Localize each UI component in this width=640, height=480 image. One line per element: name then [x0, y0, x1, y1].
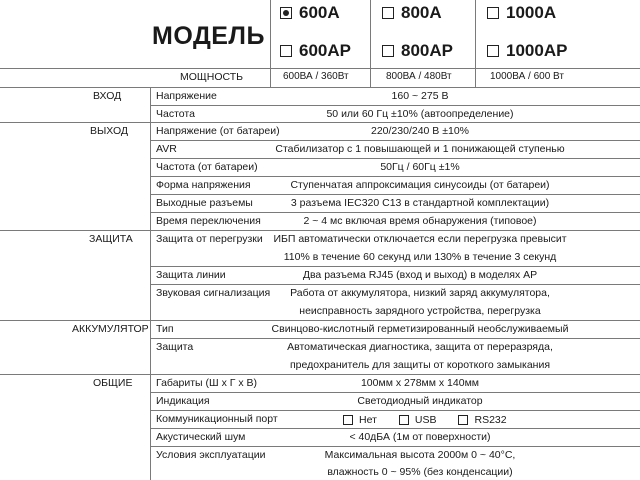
row-value-outlets: 3 разъема IEC320 C13 в стандартной комплектации) — [290, 197, 550, 209]
row-label-transfer-time: Время переключения — [156, 215, 261, 227]
comm-port-label: Нет — [359, 414, 377, 426]
row-label-indication: Индикация — [156, 395, 210, 407]
comm-port-label: USB — [414, 414, 437, 426]
row-label-overload: Защита от перегрузки — [156, 233, 263, 245]
model-option-label: 800AP — [401, 41, 453, 60]
checkbox-icon[interactable] — [343, 415, 353, 425]
checkbox-icon[interactable] — [458, 415, 468, 425]
model-option-label: 600A — [299, 3, 340, 22]
checkbox-icon[interactable] — [487, 45, 499, 57]
comm-port-options — [343, 414, 529, 426]
divider — [150, 338, 640, 339]
divider — [150, 266, 640, 267]
row-label-avr: AVR — [156, 143, 177, 155]
row-value-conditions-2: влажность 0 ~ 95% (без конденсации) — [327, 466, 513, 478]
divider — [150, 176, 640, 177]
row-value-frequency: 50 или 60 Гц ±10% (автоопределение) — [326, 108, 514, 120]
divider — [370, 0, 371, 87]
comm-port-none[interactable] — [343, 414, 377, 426]
row-value-battery-voltage: 220/230/240 В ±10% — [370, 125, 469, 137]
row-value-alarm-2: неисправность зарядного устройства, перегрузка — [299, 305, 541, 317]
row-label-alarm: Звуковая сигнализация — [156, 287, 271, 299]
power-value-800: 800ВА / 480Вт — [386, 71, 452, 82]
row-label-noise: Акустический шум — [156, 431, 246, 443]
checkbox-icon[interactable] — [280, 7, 292, 19]
row-value-voltage: 160 ~ 275 В — [391, 90, 449, 102]
divider — [150, 446, 640, 447]
checkbox-icon[interactable] — [382, 7, 394, 19]
divider — [150, 140, 640, 141]
divider — [0, 68, 640, 69]
row-value-avr: Стабилизатор с 1 повышающей и 1 понижающей ступенью — [275, 143, 565, 155]
model-option-label: 1000A — [506, 3, 557, 22]
divider — [150, 158, 640, 159]
row-label-voltage: Напряжение — [156, 90, 217, 102]
checkbox-icon[interactable] — [280, 45, 292, 57]
row-value-battery-frequency: 50Гц / 60Гц ±1% — [380, 161, 460, 173]
divider — [150, 410, 640, 411]
power-value-1000: 1000ВА / 600 Вт — [490, 71, 564, 82]
row-value-battery-type: Свинцово-кислотный герметизированный необслуживаемый — [271, 323, 569, 335]
divider — [0, 87, 640, 88]
model-option-label: 1000AP — [506, 41, 568, 60]
row-value-battery-protection-1: Автоматическая диагностика, защита от переразряда, — [287, 341, 553, 353]
divider — [475, 0, 476, 87]
model-option-600ap[interactable] — [280, 42, 351, 59]
row-value-overload-1: ИБП автоматически отключается если перегрузка превысит — [273, 233, 567, 245]
row-value-transfer-time: 2 ~ 4 мс включая время обнаружения (типовое) — [303, 215, 537, 227]
section-input: ВХОД — [93, 90, 122, 102]
row-value-indication: Светодиодный индикатор — [357, 395, 483, 407]
section-battery: АККУМУЛЯТОР — [72, 323, 149, 335]
row-value-battery-protection-2: предохранитель для защиты от короткого замыкания — [289, 359, 551, 371]
divider — [0, 320, 640, 321]
row-label-battery-protection: Защита — [156, 341, 194, 353]
section-general: ОБЩИЕ — [93, 377, 133, 389]
model-option-1000ap[interactable] — [487, 42, 567, 59]
row-value-noise: < 40дБА (1м от поверхности) — [349, 431, 491, 443]
row-label-dimensions: Габариты (Ш х Г х В) — [156, 377, 258, 389]
model-option-600a[interactable] — [280, 4, 340, 21]
row-label-battery-type: Тип — [156, 323, 174, 335]
model-option-800a[interactable] — [382, 4, 442, 21]
row-label-outlets: Выходные разъемы — [156, 197, 253, 209]
power-value-600: 600ВА / 360Вт — [283, 71, 349, 82]
row-label-line-protection: Защита линии — [156, 269, 226, 281]
model-title: МОДЕЛЬ — [152, 22, 265, 50]
divider — [150, 105, 640, 106]
divider — [150, 392, 640, 393]
row-label-frequency: Частота — [156, 108, 195, 120]
divider — [270, 0, 271, 87]
checkbox-icon[interactable] — [487, 7, 499, 19]
divider — [150, 87, 151, 480]
divider — [150, 428, 640, 429]
divider — [150, 194, 640, 195]
divider — [0, 122, 640, 123]
row-value-overload-2: 110% в течение 60 секунд или 130% в течение 3 секунд — [283, 251, 557, 263]
divider — [0, 230, 640, 231]
row-label-battery-voltage: Напряжение (от батареи) — [156, 125, 280, 137]
power-label: МОЩНОСТЬ — [180, 71, 244, 83]
row-value-conditions-1: Максимальная высота 2000м 0 ~ 40°С, — [324, 449, 516, 461]
row-value-waveform: Ступенчатая аппроксимация синусоиды (от батареи) — [290, 179, 550, 191]
row-label-waveform: Форма напряжения — [156, 179, 251, 191]
model-option-label: 600AP — [299, 41, 351, 60]
comm-port-usb[interactable] — [399, 414, 437, 426]
row-label-conditions: Условия эксплуатации — [156, 449, 266, 461]
checkbox-icon[interactable] — [382, 45, 394, 57]
row-label-battery-frequency: Частота (от батареи) — [156, 161, 258, 173]
comm-port-label: RS232 — [474, 414, 507, 426]
model-option-1000a[interactable] — [487, 4, 556, 21]
divider — [150, 212, 640, 213]
divider — [150, 284, 640, 285]
section-output: ВЫХОД — [90, 125, 129, 137]
section-protection: ЗАЩИТА — [89, 233, 133, 245]
checkbox-icon[interactable] — [399, 415, 409, 425]
model-option-800ap[interactable] — [382, 42, 453, 59]
divider — [0, 374, 640, 375]
model-option-label: 800A — [401, 3, 442, 22]
comm-port-rs232[interactable] — [458, 414, 506, 426]
row-value-line-protection: Два разъема RJ45 (вход и выход) в моделях АР — [302, 269, 538, 281]
row-value-alarm-1: Работа от аккумулятора, низкий заряд аккумулятора, — [290, 287, 550, 299]
row-value-dimensions: 100мм х 278мм х 140мм — [360, 377, 480, 389]
row-label-comm-port: Коммуникационный порт — [156, 413, 278, 425]
